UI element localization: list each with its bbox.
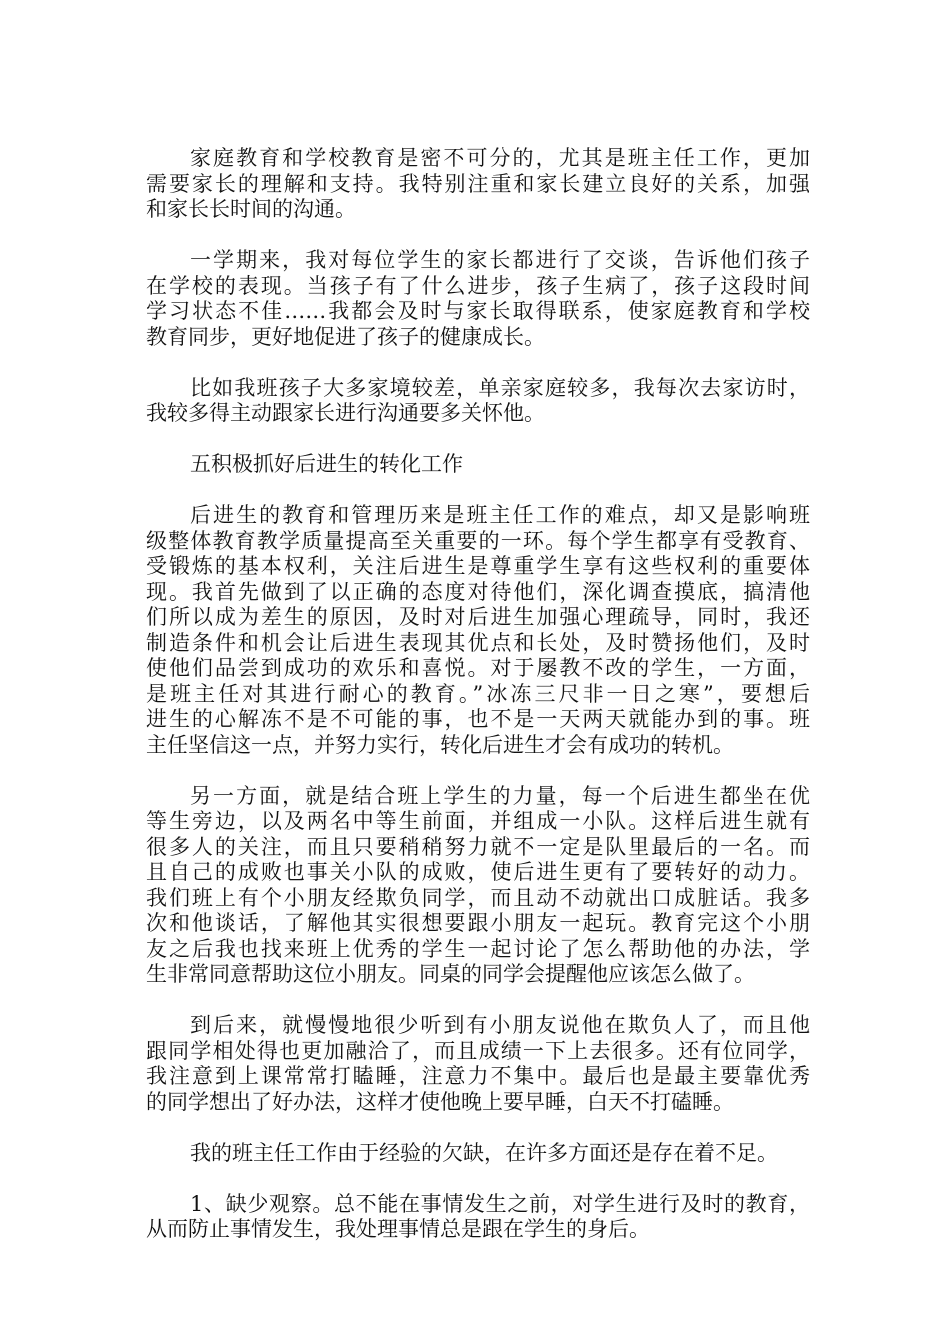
text-line: 我较多得主动跟家长进行沟通要多关怀他。 xyxy=(146,401,545,425)
paragraph xyxy=(146,146,810,223)
document-page xyxy=(146,146,810,1243)
text-line: 制造条件和机会让后进生表现其优点和长处，及时赞扬他们，及时 xyxy=(146,630,810,655)
text-line: 五积极抓好后进生的转化工作 xyxy=(190,452,463,476)
text-line: 在学校的表现。当孩子有了什么进步，孩子生病了，孩子这段时间 xyxy=(146,273,810,298)
paragraph xyxy=(146,248,810,350)
section-heading xyxy=(146,452,810,478)
text-line: 另一方面，就是结合班上学生的力量，每一个后进生都坐在优 xyxy=(190,783,810,808)
text-line: 次和他谈话，了解他其实很想要跟小朋友一起玩。教育完这个小朋 xyxy=(146,911,810,935)
text-line: 需要家长的理解和支持。我特别注重和家长建立良好的关系，加强 xyxy=(146,171,810,196)
paragraph xyxy=(146,784,810,988)
paragraph xyxy=(146,376,810,427)
paragraph xyxy=(146,1013,810,1115)
text-line: 教育同步，更好地促进了孩子的健康成长。 xyxy=(146,324,545,349)
text-line: 我的班主任工作由于经验的欠缺，在许多方面还是存在着不足。 xyxy=(190,1140,778,1165)
text-line: 主任坚信这一点，并努力实行，转化后进生才会有成功的转机。 xyxy=(146,732,734,757)
text-line: 1、缺少观察。总不能在事情发生之前，对学生进行及时的教育， xyxy=(190,1191,810,1216)
text-line: 家庭教育和学校教育是密不可分的，尤其是班主任工作，更加 xyxy=(190,146,810,170)
text-line: 使他们品尝到成功的欢乐和喜悦。对于屡教不改的学生，一方面， xyxy=(146,656,810,680)
text-line: 友之后我也找来班上优秀的学生一起讨论了怎么帮助他的办法，学 xyxy=(146,936,810,961)
text-line: 从而防止事情发生，我处理事情总是跟在学生的身后。 xyxy=(146,1217,650,1241)
text-line: 受锻炼的基本权利，关注后进生是尊重学生享有这些权利的重要体 xyxy=(146,554,810,578)
text-line: 且自己的成败也事关小队的成败，使后进生更有了要转好的动力。 xyxy=(146,860,810,884)
text-line: 是班主任对其进行耐心的教育。”冰冻三尺非一日之寒”，要想后 xyxy=(146,681,810,706)
text-line: 一学期来，我对每位学生的家长都进行了交谈，告诉他们孩子 xyxy=(190,248,810,272)
text-line: 比如我班孩子大多家境较差，单亲家庭较多，我每次去家访时， xyxy=(190,375,810,400)
text-line: 学习状态不佳……我都会及时与家长取得联系，使家庭教育和学校 xyxy=(146,299,810,323)
text-line: 后进生的教育和管理历来是班主任工作的难点，却又是影响班 xyxy=(190,503,810,527)
text-line: 级整体教育教学质量提高至关重要的一环。每个学生都享有受教育、 xyxy=(146,528,810,553)
text-line: 们所以成为差生的原因，及时对后进生加强心理疏导，同时，我还 xyxy=(146,605,810,629)
paragraph xyxy=(146,1192,810,1243)
text-line: 生非常同意帮助这位小朋友。同桌的同学会提醒他应该怎么做了。 xyxy=(146,962,755,986)
text-line: 我们班上有个小朋友经欺负同学，而且动不动就出口成脏话。我多 xyxy=(146,885,810,910)
paragraph xyxy=(146,503,810,758)
text-line: 跟同学相处得也更加融洽了，而且成绩一下上去很多。还有位同学， xyxy=(146,1038,810,1063)
text-line: 到后来，就慢慢地很少听到有小朋友说他在欺负人了，而且他 xyxy=(190,1013,810,1037)
text-line: 等生旁边，以及两名中等生前面，并组成一小队。这样后进生就有 xyxy=(146,809,810,833)
text-line: 的同学想出了好办法，这样才使他晚上要早睡，白天不打磕睡。 xyxy=(146,1089,734,1114)
paragraph xyxy=(146,1141,810,1167)
text-line: 现。我首先做到了以正确的态度对待他们，深化调查摸底，搞清他 xyxy=(146,579,810,604)
text-line: 进生的心解冻不是不可能的事，也不是一天两天就能办到的事。班 xyxy=(146,707,810,731)
text-line: 和家长长时间的沟通。 xyxy=(146,197,356,221)
text-line: 我注意到上课常常打瞌睡，注意力不集中。最后也是最主要靠优秀 xyxy=(146,1064,810,1088)
text-line: 很多人的关注，而且只要稍稍努力就不一定是队里最后的一名。而 xyxy=(146,834,810,859)
